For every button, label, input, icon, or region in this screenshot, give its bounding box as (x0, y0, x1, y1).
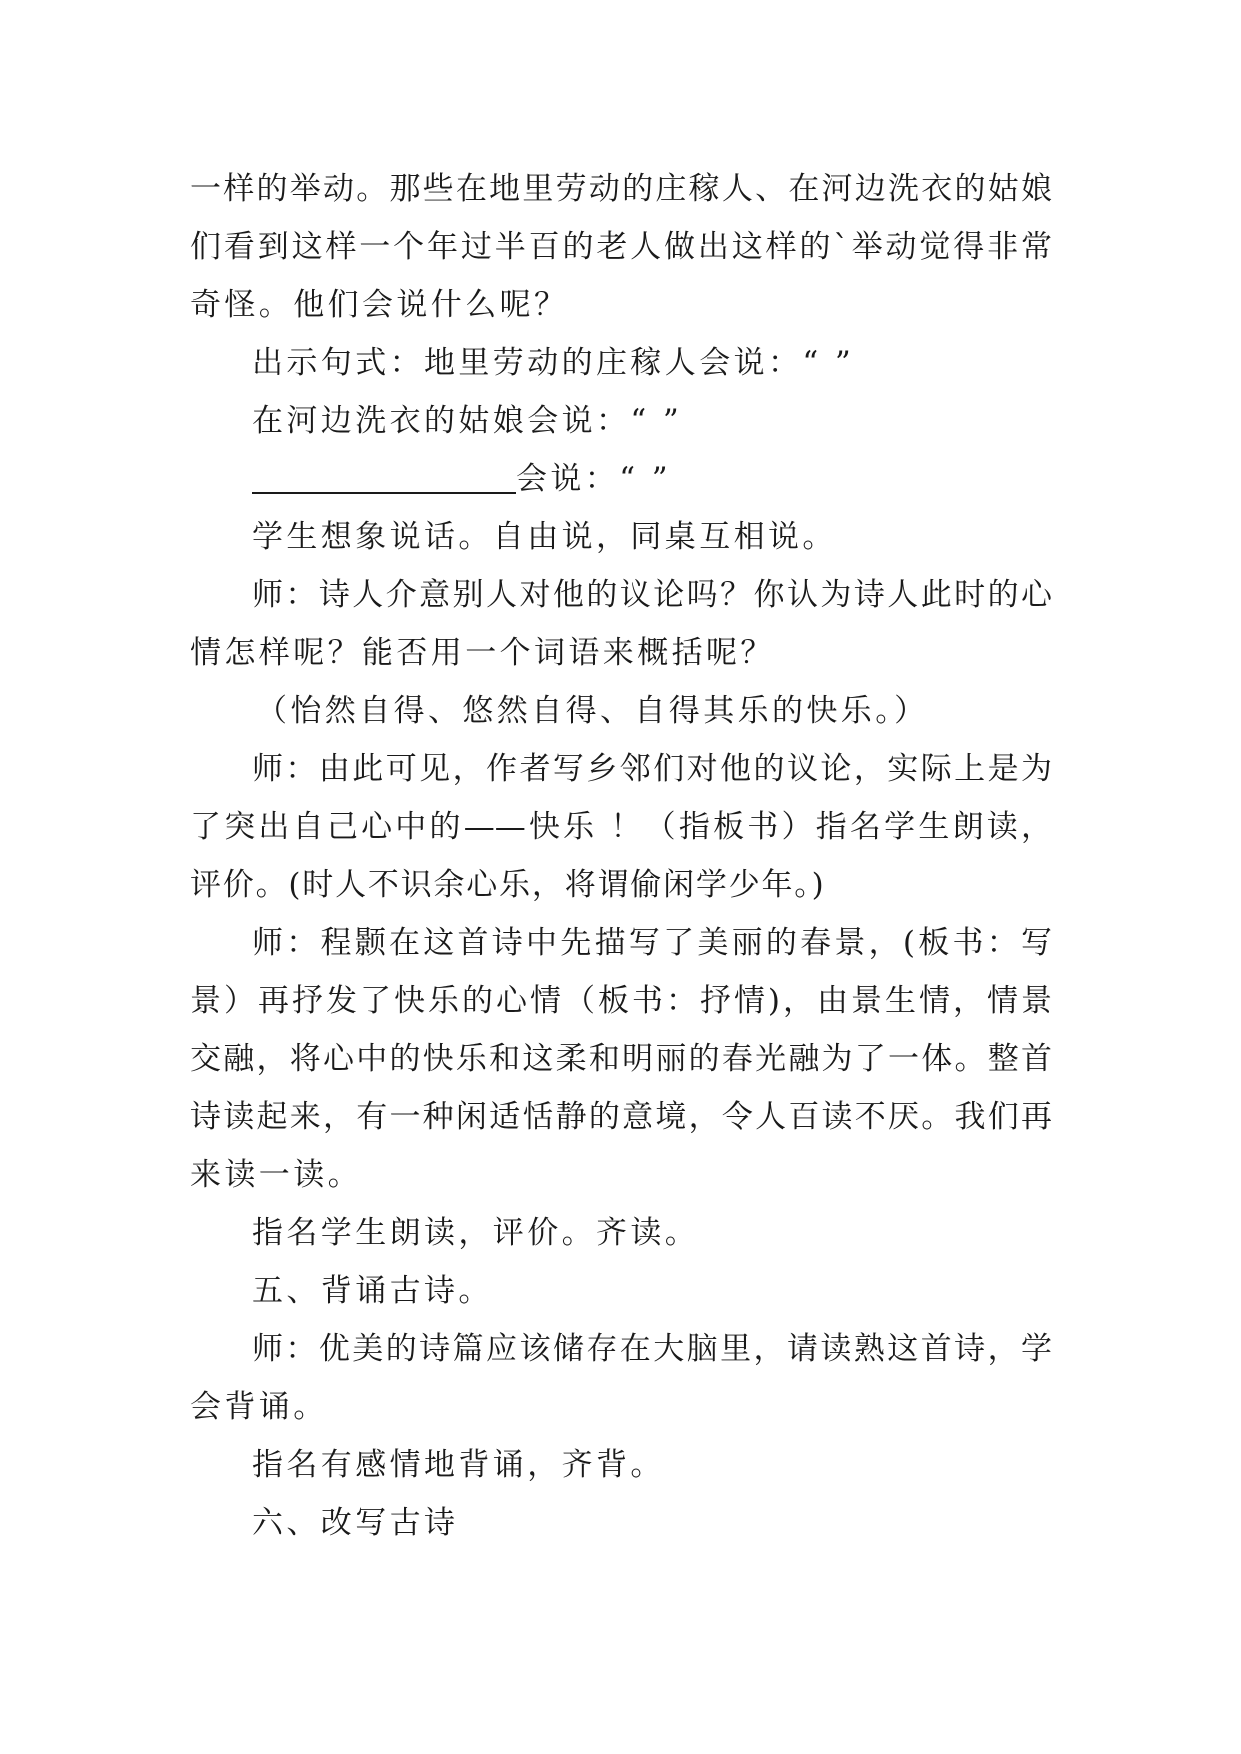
blank-suffix-text: 会说：“ ” (516, 461, 671, 497)
paragraph-line: 师：由此可见，作者写乡邻们对他的议论，实际上是为 (252, 751, 1052, 787)
sentence-pattern-line: 出示句式：地里劳动的庄稼人会说：“ ” (252, 345, 855, 381)
section-heading: 五、背诵古诗。 (252, 1273, 493, 1309)
paragraph-line: 评价。(时人不识余心乐，将谓偷闲学少年。) (190, 867, 826, 903)
blank-underline (252, 458, 516, 494)
paragraph-line: 学生想象说话。自由说，同桌互相说。 (252, 519, 837, 555)
paragraph-line: 一样的举动。那些在地里劳动的庄稼人、在河边洗衣的姑娘 (190, 171, 1052, 207)
paragraph-line: 指名有感情地背诵，齐背。 (252, 1447, 665, 1483)
fill-in-blank-line (190, 450, 1052, 508)
document-page (190, 160, 1052, 1552)
paragraph-line: 师：诗人介意别人对他的议论吗？你认为诗人此时的心 (252, 577, 1052, 613)
paragraph-line: 会背诵。 (190, 1389, 328, 1425)
paragraph-line: 师：优美的诗篇应该储存在大脑里，请读熟这首诗，学 (252, 1331, 1052, 1367)
paragraph-line: 师：程颢在这首诗中先描写了美丽的春景，(板书：写 (252, 925, 1052, 961)
paragraph-line: 了突出自己心中的——快乐 ！（指板书）指名学生朗读， (190, 809, 1052, 845)
paragraph-line: 景）再抒发了快乐的心情（板书：抒情)，由景生情，情景 (190, 983, 1052, 1019)
paragraph-line: 诗读起来，有一种闲适恬静的意境，令人百读不厌。我们再 (190, 1099, 1052, 1135)
paragraph-line: 奇怪。他们会说什么呢？ (190, 287, 569, 323)
paragraph-line: 来读一读。 (190, 1157, 362, 1193)
sentence-pattern-line: 在河边洗衣的姑娘会说：“ ” (252, 403, 683, 439)
paragraph-line: 们看到这样一个年过半百的老人做出这样的`举动觉得非常 (190, 229, 1052, 265)
paragraph-line: 交融，将心中的快乐和这柔和明丽的春光融为了一体。整首 (190, 1041, 1052, 1077)
answer-line: （怡然自得、悠然自得、自得其乐的快乐。） (256, 693, 929, 729)
paragraph-line: 情怎样呢？能否用一个词语来概括呢？ (190, 635, 775, 671)
section-heading: 六、改写古诗 (252, 1505, 459, 1541)
paragraph-line: 指名学生朗读，评价。齐读。 (252, 1215, 700, 1251)
